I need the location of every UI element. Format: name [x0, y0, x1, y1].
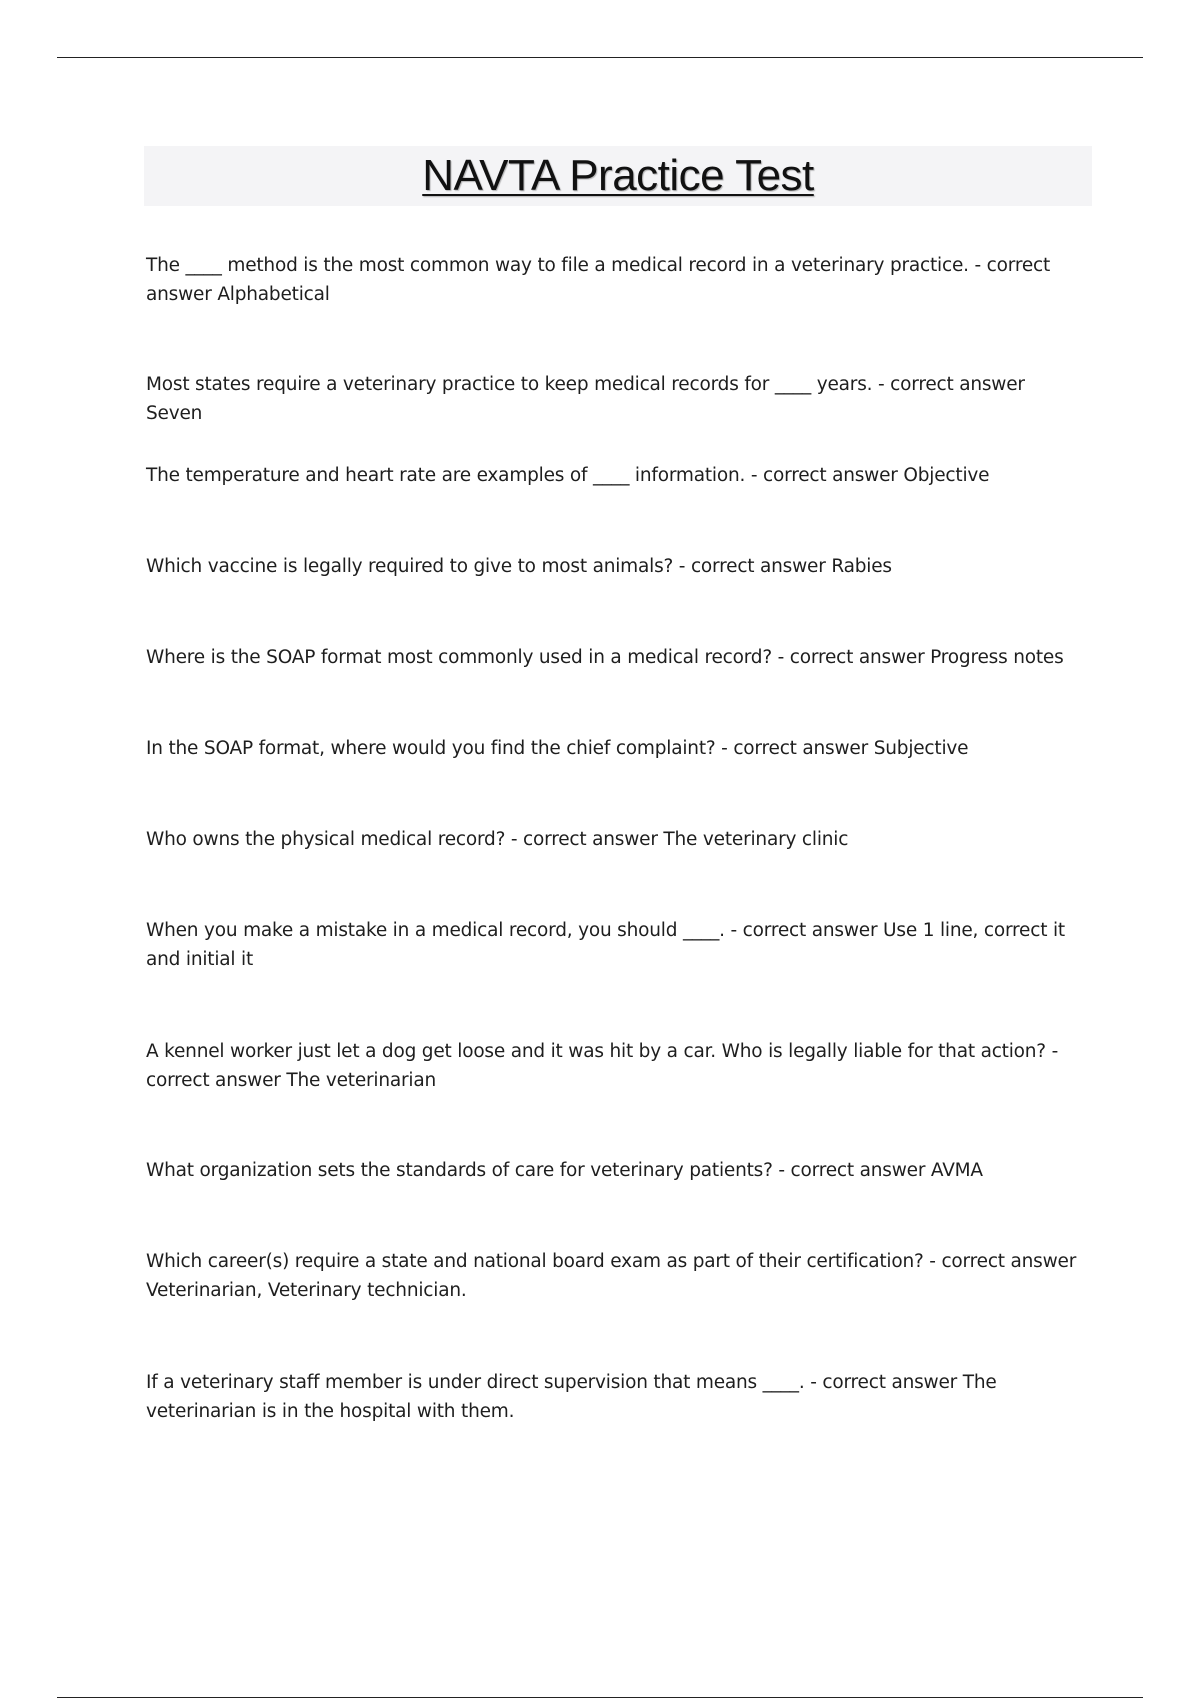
- bottom-divider: [57, 1697, 1143, 1698]
- list-item: [146, 552, 1086, 581]
- list-item: [146, 461, 1086, 490]
- question-text: In the SOAP format, where would you find the chief complaint?: [146, 738, 716, 759]
- list-item: [146, 251, 1086, 309]
- answer-separator: - correct answer: [745, 465, 904, 486]
- question-text: A kennel worker just let a dog get loose and it was hit by a car. Who is legally liable for that action?: [146, 1041, 1046, 1062]
- answer-separator: - correct answer: [673, 556, 832, 577]
- answer-separator: - correct answer: [715, 738, 874, 759]
- list-item: [146, 916, 1086, 974]
- question-text: Which vaccine is legally required to give to most animals?: [146, 556, 674, 577]
- answer-separator: - correct answer: [505, 829, 664, 850]
- question-text: Most states require a veterinary practice to keep medical records for ____ years.: [146, 374, 873, 395]
- list-item: [146, 825, 1086, 854]
- list-item: [146, 1037, 1086, 1095]
- answer-separator: - correct answer: [804, 1372, 963, 1393]
- question-text: What organization sets the standards of care for veterinary patients?: [146, 1160, 773, 1181]
- question-text: Where is the SOAP format most commonly used in a medical record?: [146, 647, 772, 668]
- list-item: [146, 1368, 1086, 1426]
- question-text: Who owns the physical medical record?: [146, 829, 506, 850]
- list-item: [146, 370, 1086, 428]
- answer-separator: - correct answer: [923, 1251, 1077, 1272]
- question-text: If a veterinary staff member is under direct supervision that means ____.: [146, 1372, 805, 1393]
- answer-separator: - correct answer: [872, 374, 1025, 395]
- answer-text: The veterinarian: [286, 1070, 437, 1091]
- answer-text: Use 1 line, correct it and initial it: [146, 920, 1065, 970]
- title-band: [144, 146, 1092, 206]
- answer-text: Subjective: [873, 738, 969, 759]
- answer-separator: - correct answer: [146, 1041, 1059, 1091]
- list-item: [146, 1247, 1086, 1305]
- answer-separator: - correct answer: [772, 1160, 931, 1181]
- question-text: Which career(s) require a state and national board exam as part of their certification?: [146, 1251, 924, 1272]
- answer-separator: - correct answer: [146, 255, 1051, 305]
- list-item: [146, 734, 1086, 763]
- question-text: The temperature and heart rate are examples of ____ information.: [146, 465, 746, 486]
- list-item: [146, 643, 1086, 672]
- list-item: [146, 1156, 1086, 1185]
- top-divider: [57, 57, 1143, 58]
- answer-text: The veterinarian is in the hospital with them.: [146, 1372, 997, 1422]
- answer-text: Objective: [903, 465, 990, 486]
- answer-separator: - correct answer: [724, 920, 884, 941]
- answer-separator: - correct answer: [771, 647, 931, 668]
- question-text: When you make a mistake in a medical record, you should ____.: [146, 920, 725, 941]
- answer-text: Rabies: [831, 556, 892, 577]
- answer-text: Veterinarian, Veterinary technician.: [146, 1280, 467, 1301]
- answer-text: Alphabetical: [217, 284, 330, 305]
- answer-text: Progress notes: [930, 647, 1064, 668]
- answer-text: The veterinary clinic: [663, 829, 849, 850]
- answer-text: AVMA: [930, 1160, 983, 1181]
- question-text: The ____ method is the most common way to file a medical record in a veterinary practice.: [146, 255, 969, 276]
- page-title: NAVTA Practice Test: [422, 151, 814, 200]
- answer-text: Seven: [146, 403, 203, 424]
